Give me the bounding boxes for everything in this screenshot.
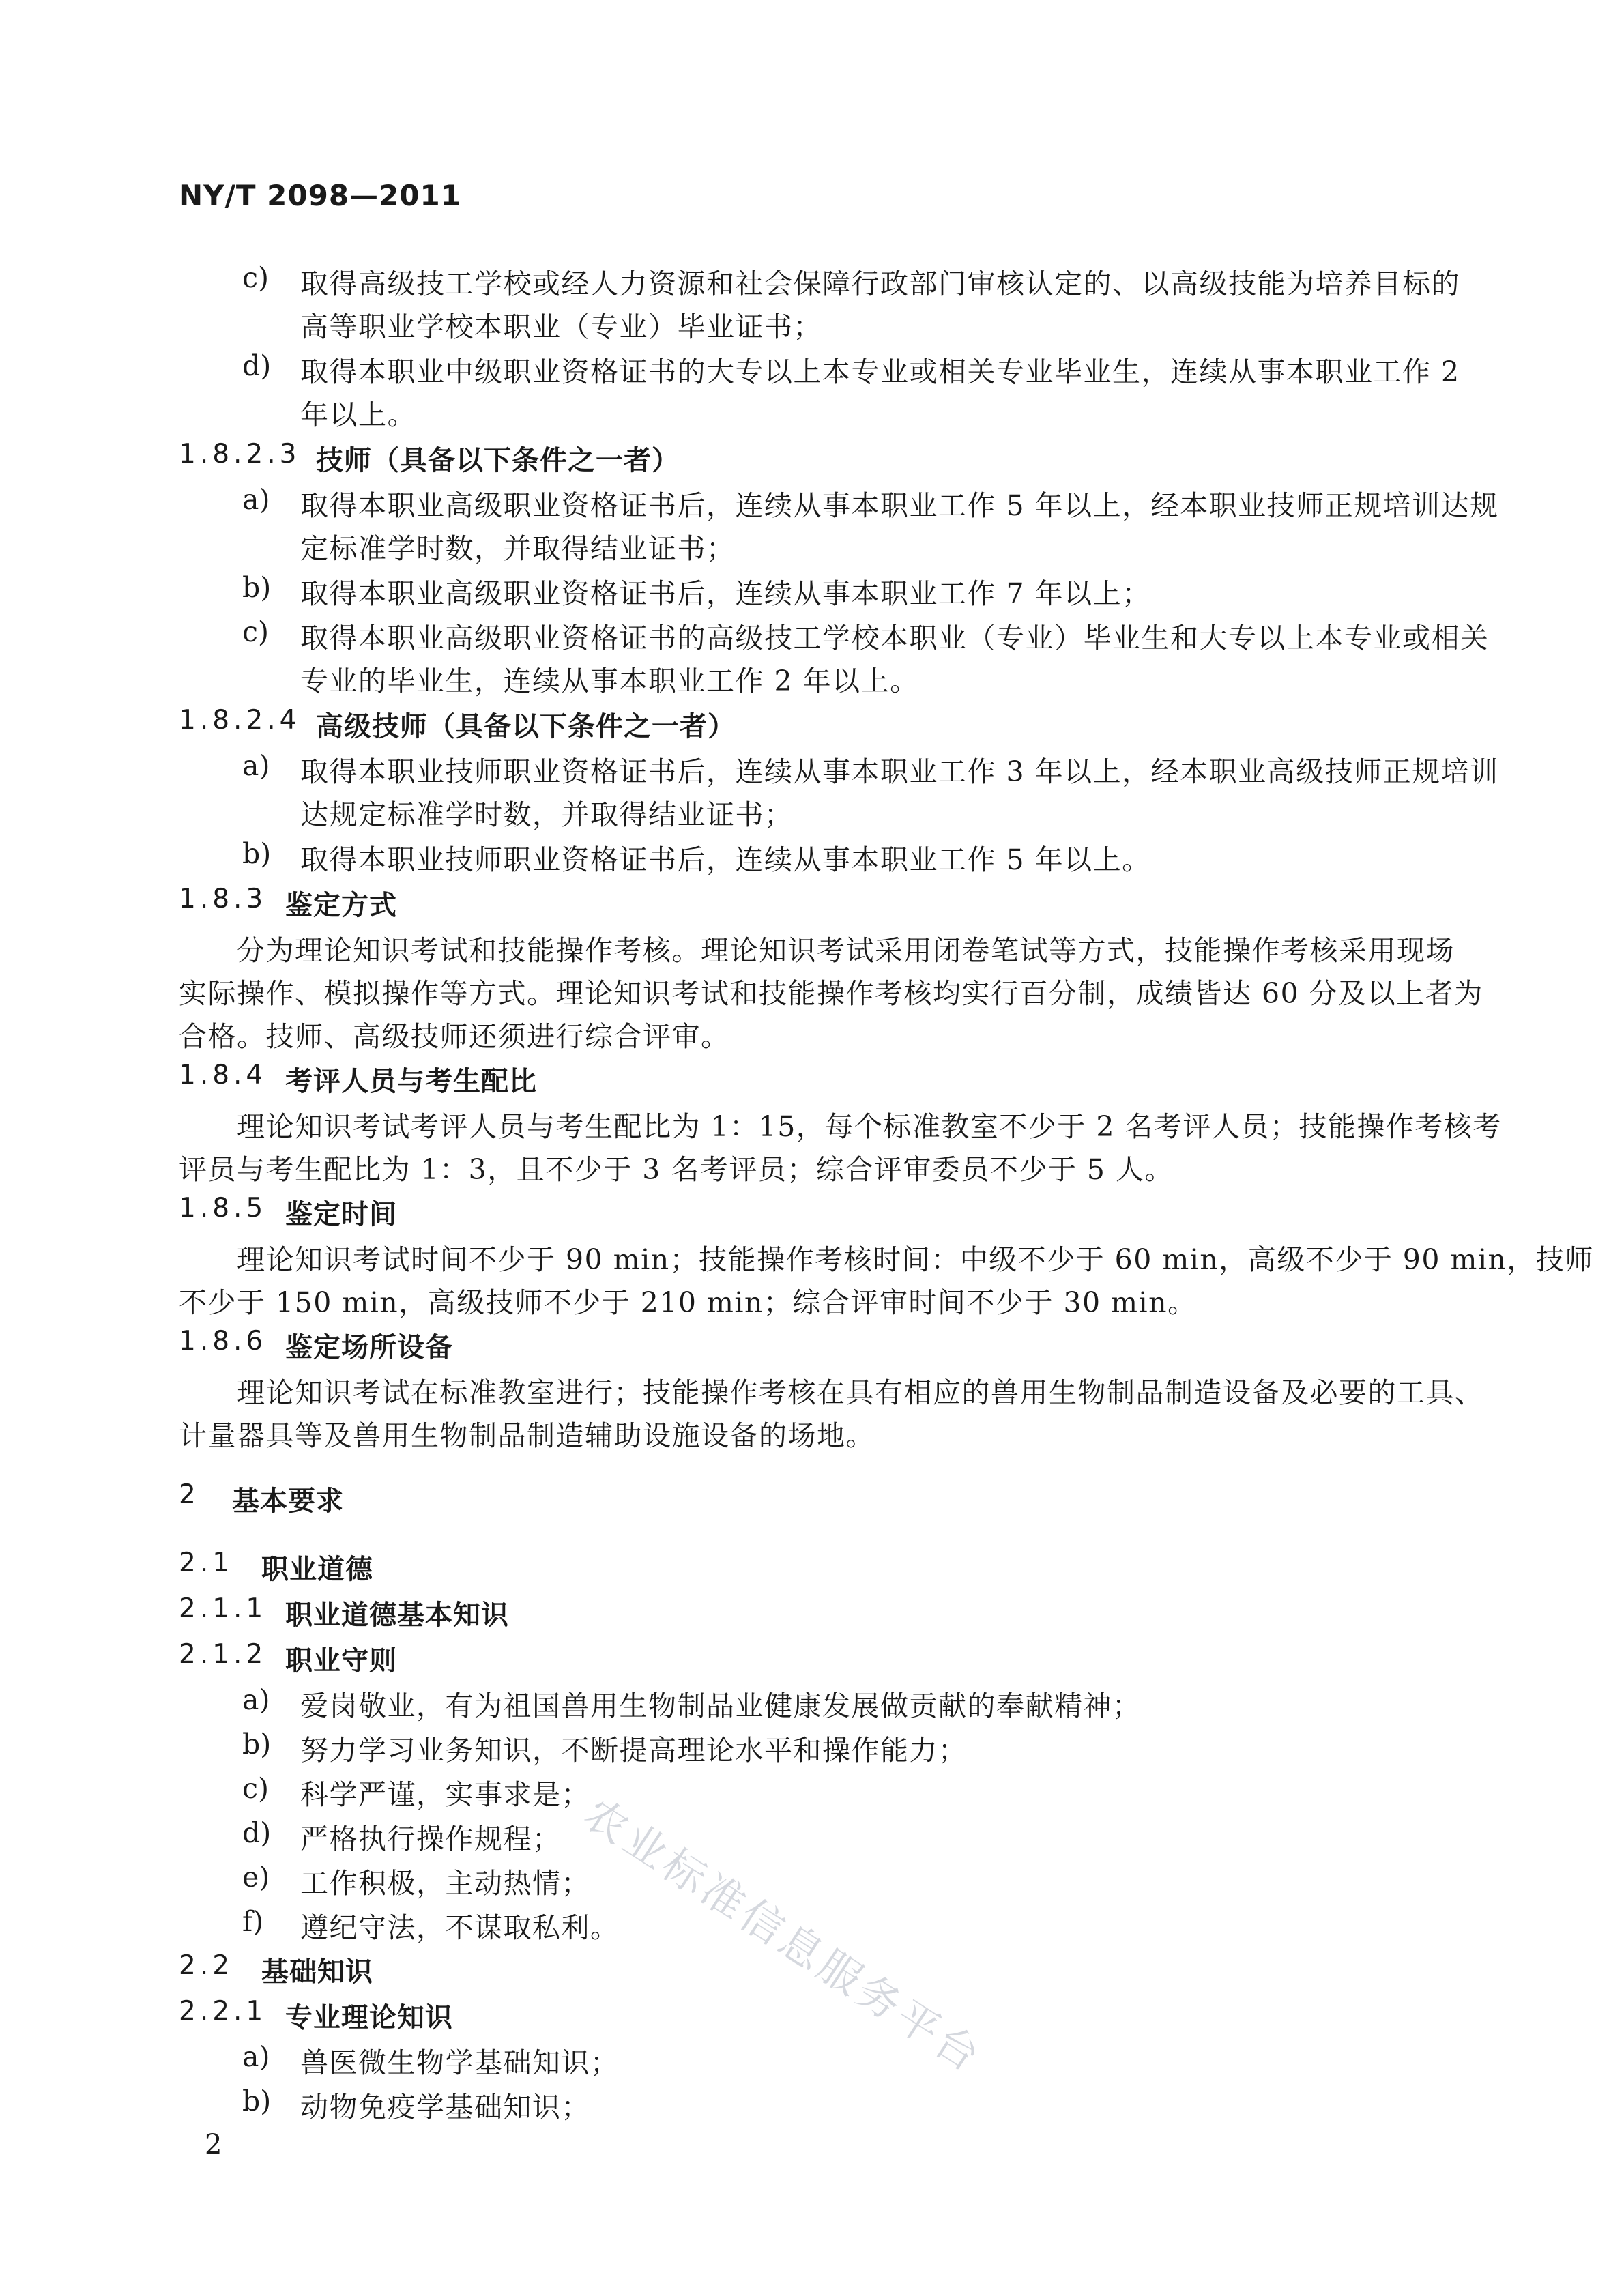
list-label-d: d) xyxy=(242,1816,272,1849)
section-number: 2.2.1 xyxy=(179,1996,267,2027)
list-label-c: c) xyxy=(242,1772,269,1805)
list-label-b: b) xyxy=(242,2085,272,2117)
list-label-a: a) xyxy=(242,749,270,782)
section-title: 鉴定方式 xyxy=(285,890,397,921)
list-item-text: 专业的毕业生，连续从事本职业工作 2 年以上。 xyxy=(300,665,919,697)
section-title: 高级技师（具备以下条件之一者） xyxy=(316,711,736,742)
section-number: 2.2 xyxy=(179,1950,234,1981)
watermark: 农业标准信息服务平台 xyxy=(575,1788,992,2083)
section-title: 鉴定时间 xyxy=(285,1199,397,1230)
list-label-b: b) xyxy=(242,1728,272,1760)
list-label-c: c) xyxy=(242,615,269,648)
section-number: 1.8.4 xyxy=(179,1060,267,1090)
paragraph-line: 分为理论知识考试和技能操作考核。理论知识考试采用闭卷笔试等方式，技能操作考核采用现场 xyxy=(237,934,1455,967)
list-item-text: 年以上。 xyxy=(300,399,416,431)
section-number: 1.8.6 xyxy=(179,1326,267,1357)
paragraph-line: 理论知识考试考评人员与考生配比为 1：15，每个标准教室不少于 2 名考评人员；技能操作考核考 xyxy=(237,1110,1502,1143)
page-number: 2 xyxy=(205,2129,222,2160)
list-item-text: 科学严谨，实事求是； xyxy=(300,1778,590,1811)
list-item-text: 取得本职业高级职业资格证书后，连续从事本职业工作 5 年以上，经本职业技师正规培训达规 xyxy=(300,489,1499,522)
list-item-text: 高等职业学校本职业（专业）毕业证书； xyxy=(300,310,822,343)
paragraph-line: 合格。技师、高级技师还须进行综合评审。 xyxy=(179,1020,730,1053)
list-item-text: 遵纪守法，不谋取私利。 xyxy=(300,1911,620,1944)
list-item-text: 取得本职业技师职业资格证书后，连续从事本职业工作 3 年以上，经本职业高级技师正规培训 xyxy=(300,755,1499,788)
standard-code: NY/T 2098—2011 xyxy=(179,179,461,212)
list-item-text: 取得本职业中级职业资格证书的大专以上本专业或相关专业毕业生，连续从事本职业工作 2 xyxy=(300,356,1460,388)
section-number: 2 xyxy=(179,1479,200,1510)
list-label-d: d) xyxy=(242,349,272,382)
paragraph-line: 理论知识考试在标准教室进行；技能操作考核在具有相应的兽用生物制品制造设备及必要的工具、 xyxy=(237,1376,1484,1409)
section-title: 技师（具备以下条件之一者） xyxy=(316,445,680,476)
list-item-text: 取得高级技工学校或经人力资源和社会保障行政部门审核认定的、以高级技能为培养目标的 xyxy=(300,267,1460,300)
paragraph-line: 实际操作、模拟操作等方式。理论知识考试和技能操作考核均实行百分制，成绩皆达 60 分及以上者为 xyxy=(179,977,1483,1010)
list-label-c: c) xyxy=(242,261,269,294)
list-label-a: a) xyxy=(242,2040,270,2073)
section-number: 2.1.2 xyxy=(179,1639,267,1670)
list-label-e: e) xyxy=(242,1861,270,1894)
paragraph-line: 不少于 150 min，高级技师不少于 210 min；综合评审时间不少于 30 min。 xyxy=(179,1286,1197,1319)
list-item-text: 工作积极，主动热情； xyxy=(300,1867,590,1900)
section-title: 鉴定场所设备 xyxy=(285,1332,453,1363)
list-label-b: b) xyxy=(242,837,272,870)
list-item-text: 达规定标准学时数，并取得结业证书； xyxy=(300,798,794,831)
section-title: 职业道德 xyxy=(261,1554,373,1585)
section-title: 专业理论知识 xyxy=(285,2002,453,2033)
list-item-text: 取得本职业技师职业资格证书后，连续从事本职业工作 5 年以上。 xyxy=(300,843,1151,876)
section-title: 考评人员与考生配比 xyxy=(285,1066,537,1097)
list-label-a: a) xyxy=(242,483,270,516)
section-number: 1.8.2.3 xyxy=(179,439,301,469)
list-item-text: 动物免疫学基础知识； xyxy=(300,2091,590,2124)
list-item-text: 取得本职业高级职业资格证书的高级技工学校本职业（专业）毕业生和大专以上本专业或相关 xyxy=(300,622,1490,654)
list-item-text: 努力学习业务知识，不断提高理论水平和操作能力； xyxy=(300,1734,968,1767)
section-number: 1.8.3 xyxy=(179,884,267,914)
list-item-text: 兽医微生物学基础知识； xyxy=(300,2046,620,2079)
paragraph-line: 计量器具等及兽用生物制品制造辅助设施设备的场地。 xyxy=(179,1419,875,1452)
section-number: 1.8.5 xyxy=(179,1193,267,1223)
paragraph-line: 理论知识考试时间不少于 90 min；技能操作考核时间：中级不少于 60 min，高级不少于 90 min，技师 xyxy=(237,1243,1594,1276)
section-number: 2.1.1 xyxy=(179,1593,267,1624)
section-title: 职业守则 xyxy=(285,1645,397,1677)
list-item-text: 严格执行操作规程； xyxy=(300,1823,562,1855)
section-title: 职业道德基本知识 xyxy=(285,1599,509,1631)
list-item-text: 取得本职业高级职业资格证书后，连续从事本职业工作 7 年以上； xyxy=(300,577,1151,610)
list-label-f: f) xyxy=(242,1905,264,1938)
section-title: 基本要求 xyxy=(232,1486,344,1517)
list-item-text: 爱岗敬业，有为祖国兽用生物制品业健康发展做贡献的奉献精神； xyxy=(300,1690,1142,1722)
list-label-a: a) xyxy=(242,1683,270,1716)
paragraph-line: 评员与考生配比为 1：3，且不少于 3 名考评员；综合评审委员不少于 5 人。 xyxy=(179,1153,1174,1186)
section-number: 1.8.2.4 xyxy=(179,705,301,736)
section-number: 2.1 xyxy=(179,1548,234,1578)
list-label-b: b) xyxy=(242,571,272,604)
section-title: 基础知识 xyxy=(261,1956,373,1988)
list-item-text: 定标准学时数，并取得结业证书； xyxy=(300,532,736,565)
